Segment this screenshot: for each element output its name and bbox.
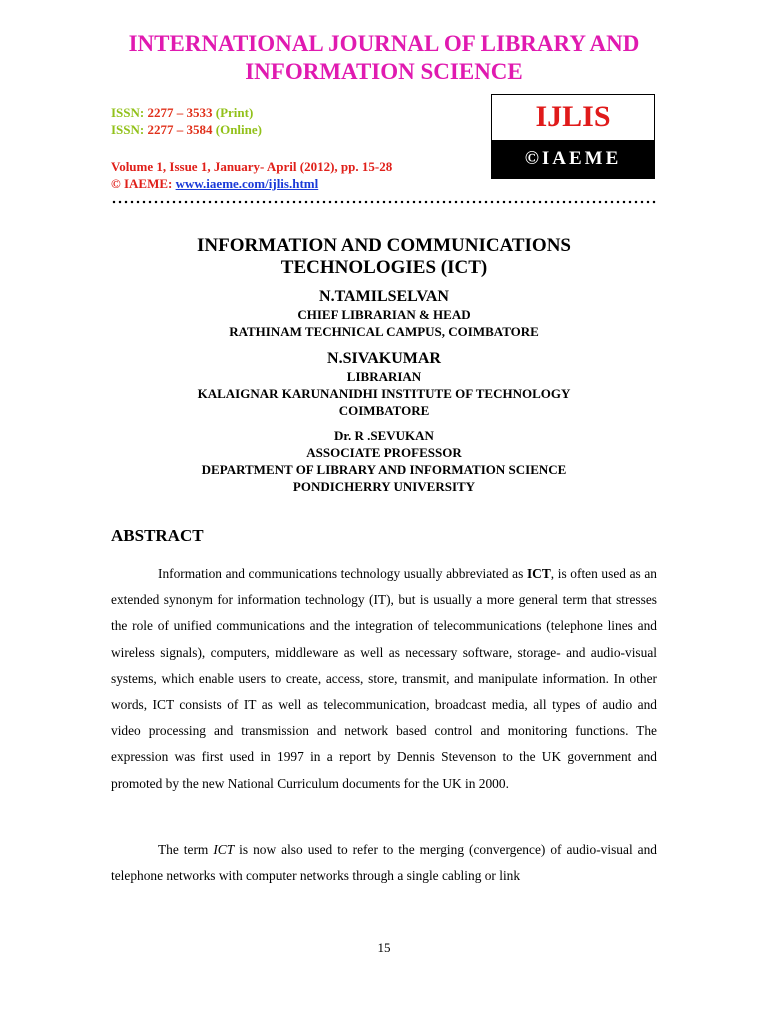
issn-block [111, 104, 262, 138]
author-affiliation: RATHINAM TECHNICAL CAMPUS, COIMBATORE [229, 324, 539, 339]
text-run: Information and communications technology usually abbreviated as [158, 566, 527, 581]
author-affiliation: PONDICHERRY UNIVERSITY [292, 479, 476, 494]
abstract-heading: ABSTRACT [111, 526, 204, 545]
ict-italic: ICT [213, 842, 235, 857]
copyright-line [111, 175, 392, 192]
issn-label: ISSN: [111, 122, 145, 137]
author-affiliation: ASSOCIATE PROFESSOR [306, 445, 462, 460]
logo-text: IJLIS [535, 100, 611, 133]
volume-line: Volume 1, Issue 1, January- April (2012), pp. 15-28 [111, 159, 393, 174]
abstract-paragraph-1 [111, 561, 657, 797]
text-run: The term [158, 842, 214, 857]
paper-title-line2: TECHNOLOGIES (ICT) [280, 257, 488, 278]
journal-title [0, 30, 768, 86]
journal-title-line2: INFORMATION SCIENCE [245, 59, 523, 84]
author-block-3 [0, 427, 768, 495]
author-name: N.SIVAKUMAR [327, 350, 441, 367]
author-name: Dr. R .SEVUKAN [334, 428, 434, 443]
text-run: , is often used as an extended synonym for information technology (IT), but is usually a more general term that stresses the role of unified communications and the integration of telecommunications (telephone lines and wireless signals), computers, middleware as well as necessary software, storage- and audio-visual systems, which enable users to create, access, store, transmit, and manipulate information. In other words, ICT consists of IT as well as telecommunication, broadcast media, all types of audio and video processing and transmission and network based control and monitoring functions. The expression was first used in 1997 in a report by Dennis Stevenson to the UK government and promoted by the new National Curriculum documents for the UK in 2000. [111, 566, 657, 791]
issn-number: 2277 – 3584 [147, 122, 213, 137]
author-block-2 [0, 349, 768, 419]
text-run: is now also used to refer to the merging (convergence) of audio-visual and telephone networks with computer networks through a single cabling or link [111, 842, 657, 884]
author-affiliation: COIMBATORE [338, 403, 430, 418]
issn-label: ISSN: [111, 105, 145, 120]
author-name: N.TAMILSELVAN [319, 288, 449, 305]
author-block-1 [0, 287, 768, 340]
author-affiliation: KALAIGNAR KARUNANIDHI INSTITUTE OF TECHNOLOGY [197, 386, 571, 401]
issn-type: (Print) [215, 105, 254, 120]
issn-type: (Online) [215, 122, 262, 137]
copyright-text: © IAEME: [111, 176, 173, 191]
paper-title-line1: INFORMATION AND COMMUNICATIONS [196, 235, 572, 256]
ict-bold: ICT [526, 566, 551, 581]
paper-title [0, 235, 768, 279]
issn-number: 2277 – 3533 [147, 105, 213, 120]
logo-publisher: ©IAEME [492, 140, 654, 178]
journal-title-line1: INTERNATIONAL JOURNAL OF LIBRARY AND [128, 31, 640, 56]
ijlis-logo [491, 94, 655, 179]
dotted-divider [111, 200, 657, 204]
author-affiliation: DEPARTMENT OF LIBRARY AND INFORMATION SCIENCE [201, 462, 567, 477]
issn-print [111, 104, 262, 121]
author-affiliation: LIBRARIAN [346, 369, 422, 384]
journal-url-link[interactable]: www.iaeme.com/ijlis.html [175, 176, 319, 191]
volume-info [111, 158, 392, 192]
page-number: 15 [377, 940, 391, 955]
author-affiliation: CHIEF LIBRARIAN & HEAD [297, 307, 471, 322]
abstract-paragraph-2 [111, 837, 657, 889]
issn-online [111, 121, 262, 138]
